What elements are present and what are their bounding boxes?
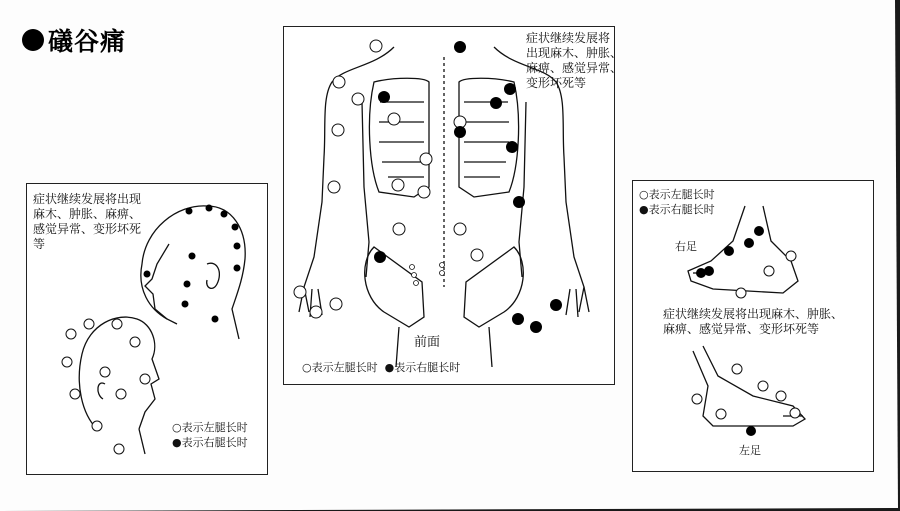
legend-open: ○表示左腿长时 xyxy=(172,421,248,434)
foot-panel xyxy=(632,180,874,472)
head-note-line: 等 xyxy=(33,237,46,251)
body-note-line: 症状继续发展将 xyxy=(526,31,611,45)
title-text: 礒谷痛 xyxy=(48,27,127,56)
body-note-line: 变形坏死等 xyxy=(526,76,587,90)
body-note-line: 麻痹、感觉异常、 xyxy=(526,61,623,75)
body-note xyxy=(526,31,622,91)
head-legend xyxy=(172,420,248,450)
left-foot-label: 左足 xyxy=(739,444,761,457)
legend-filled: ●表示右腿长时 xyxy=(639,203,715,216)
head-note xyxy=(33,192,141,252)
foot-note-line: 麻痹、感觉异常、变形坏死等 xyxy=(663,322,820,336)
head-note-line: 感觉异常、变形坏死 xyxy=(33,222,142,236)
page-title xyxy=(22,22,126,58)
body-caption: 前面 xyxy=(414,335,441,350)
body-panel xyxy=(283,26,623,385)
body-legend: ○表示左腿长时 ●表示右腿长时 xyxy=(302,361,461,374)
head-note-line: 麻木、肿胀、麻痹、 xyxy=(33,207,142,221)
head-panel xyxy=(26,183,268,475)
legend-open: ○表示左腿长时 xyxy=(639,188,715,201)
right-foot-label: 右足 xyxy=(675,240,697,253)
head-note-line: 症状继续发展将出现 xyxy=(33,192,142,206)
legend-filled: ●表示右腿长时 xyxy=(172,436,248,449)
foot-note-line: 症状继续发展将出现麻木、肿胀、 xyxy=(663,307,844,321)
body-note-line: 出现麻木、肿胀、 xyxy=(526,46,623,60)
foot-note xyxy=(663,307,843,337)
bullet-icon xyxy=(22,29,44,51)
foot-legend xyxy=(639,187,715,217)
